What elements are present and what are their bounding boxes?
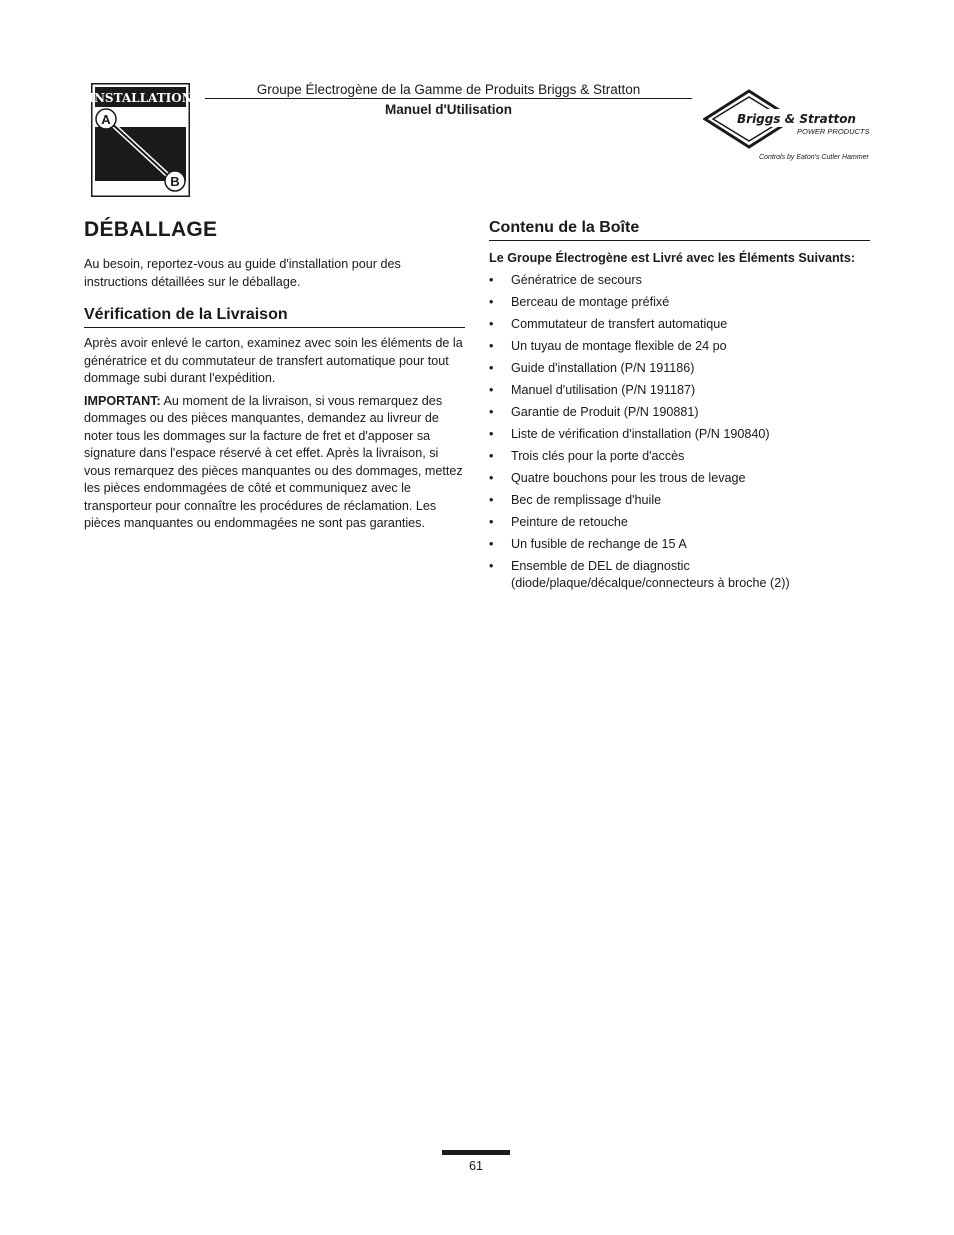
list-item — [489, 558, 870, 593]
page-title: DÉBALLAGE — [84, 218, 218, 241]
list-item-text: Garantie de Produit (P/N 190881) — [511, 404, 699, 419]
badge-point-b: B — [170, 174, 180, 189]
logo-brand-name: Briggs & Stratton — [737, 112, 856, 126]
list-item — [489, 404, 870, 422]
list-item-text: Un fusible de rechange de 15 A — [511, 536, 687, 551]
briggs-stratton-logo — [703, 89, 873, 164]
box-contents-lead: Le Groupe Électrogène est Livré avec les Éléments Suivants: — [489, 251, 856, 265]
important-text: Au moment de la livraison, si vous remarquez des dommages ou des pièces manquantes, demandez au livreur de noter tous les dommages sur la facture de fret et d'apposer sa signature dans l'espace réservé à cet effet. Après la livraison, si vous remarquez des pièces manquantes ou des dommages, mettez les pièces endommagées de côté et communiquez avec le transporteur pour connaître les procédures de réclamation. Les pièces manquantes ou endommagées ne sont pas garanties. — [84, 393, 463, 530]
intro-paragraph: Au besoin, reportez-vous au guide d'installation pour des instructions détaillées sur le déballage. — [84, 257, 401, 289]
page-header — [205, 81, 692, 118]
important-paragraph — [84, 393, 465, 533]
header-divider — [205, 98, 692, 99]
list-item-text: Ensemble de DEL de diagnostic (diode/plaque/décalque/connecteurs à broche (2)) — [511, 558, 790, 590]
bullet: • — [489, 470, 494, 485]
bullet: • — [489, 426, 494, 441]
bullet: • — [489, 382, 494, 397]
delivery-check-paragraph: Après avoir enlevé le carton, examinez avec soin les éléments de la génératrice et du commutateur de transfert automatique pour tout dommage subi durant l'expédition. — [84, 336, 463, 385]
box-contents-heading: Contenu de la Boîte — [489, 218, 870, 241]
header-title: Groupe Électrogène de la Gamme de Produits Briggs & Stratton — [256, 82, 641, 97]
list-item-text: Un tuyau de montage flexible de 24 po — [511, 338, 727, 353]
list-item-text: Peinture de retouche — [511, 514, 628, 529]
list-item-text: Liste de vérification d'installation (P/N 190840) — [511, 426, 770, 441]
bullet: • — [489, 404, 494, 419]
brand-logo-icon — [703, 89, 873, 164]
page-number: 61 — [468, 1159, 483, 1173]
list-item-text: Guide d'installation (P/N 191186) — [511, 360, 695, 375]
bullet: • — [489, 294, 494, 309]
bullet: • — [489, 338, 494, 353]
list-item — [489, 536, 870, 554]
list-item — [489, 272, 870, 290]
installation-badge-icon — [91, 83, 190, 197]
delivery-check-heading: Vérification de la Livraison — [84, 305, 465, 328]
right-column — [489, 218, 870, 597]
logo-division: POWER PRODUCTS — [797, 127, 870, 136]
list-item — [489, 360, 870, 378]
bullet: • — [489, 448, 494, 463]
bullet: • — [489, 558, 494, 573]
list-item-text: Génératrice de secours — [511, 272, 642, 287]
list-item — [489, 316, 870, 334]
list-item — [489, 338, 870, 356]
bullet: • — [489, 360, 494, 375]
bullet: • — [489, 514, 494, 529]
installation-badge-graphic — [91, 83, 190, 197]
page-number-bar — [442, 1150, 510, 1155]
bullet: • — [489, 272, 494, 287]
list-item — [489, 492, 870, 510]
list-item-text: Bec de remplissage d'huile — [511, 492, 662, 507]
list-item — [489, 426, 870, 444]
list-item-text: Trois clés pour la porte d'accès — [511, 448, 685, 463]
list-item — [489, 514, 870, 532]
badge-point-a: A — [101, 112, 111, 127]
list-item — [489, 448, 870, 466]
list-item-text: Manuel d'utilisation (P/N 191187) — [511, 382, 696, 397]
left-column — [84, 217, 465, 533]
logo-tagline: Controls by Eaton's Cutler Hammer — [759, 154, 869, 161]
list-item-text: Quatre bouchons pour les trous de levage — [511, 470, 746, 485]
important-label: IMPORTANT: — [84, 393, 161, 408]
list-item-text: Commutateur de transfert automatique — [511, 316, 728, 331]
box-contents-list — [489, 272, 870, 593]
list-item-text: Berceau de montage préfixé — [511, 294, 670, 309]
list-item — [489, 470, 870, 488]
badge-label: INSTALLATION — [91, 91, 190, 105]
list-item — [489, 294, 870, 312]
bullet: • — [489, 536, 494, 551]
list-item — [489, 382, 870, 400]
bullet: • — [489, 492, 494, 507]
header-subtitle: Manuel d'Utilisation — [385, 102, 512, 117]
bullet: • — [489, 316, 494, 331]
